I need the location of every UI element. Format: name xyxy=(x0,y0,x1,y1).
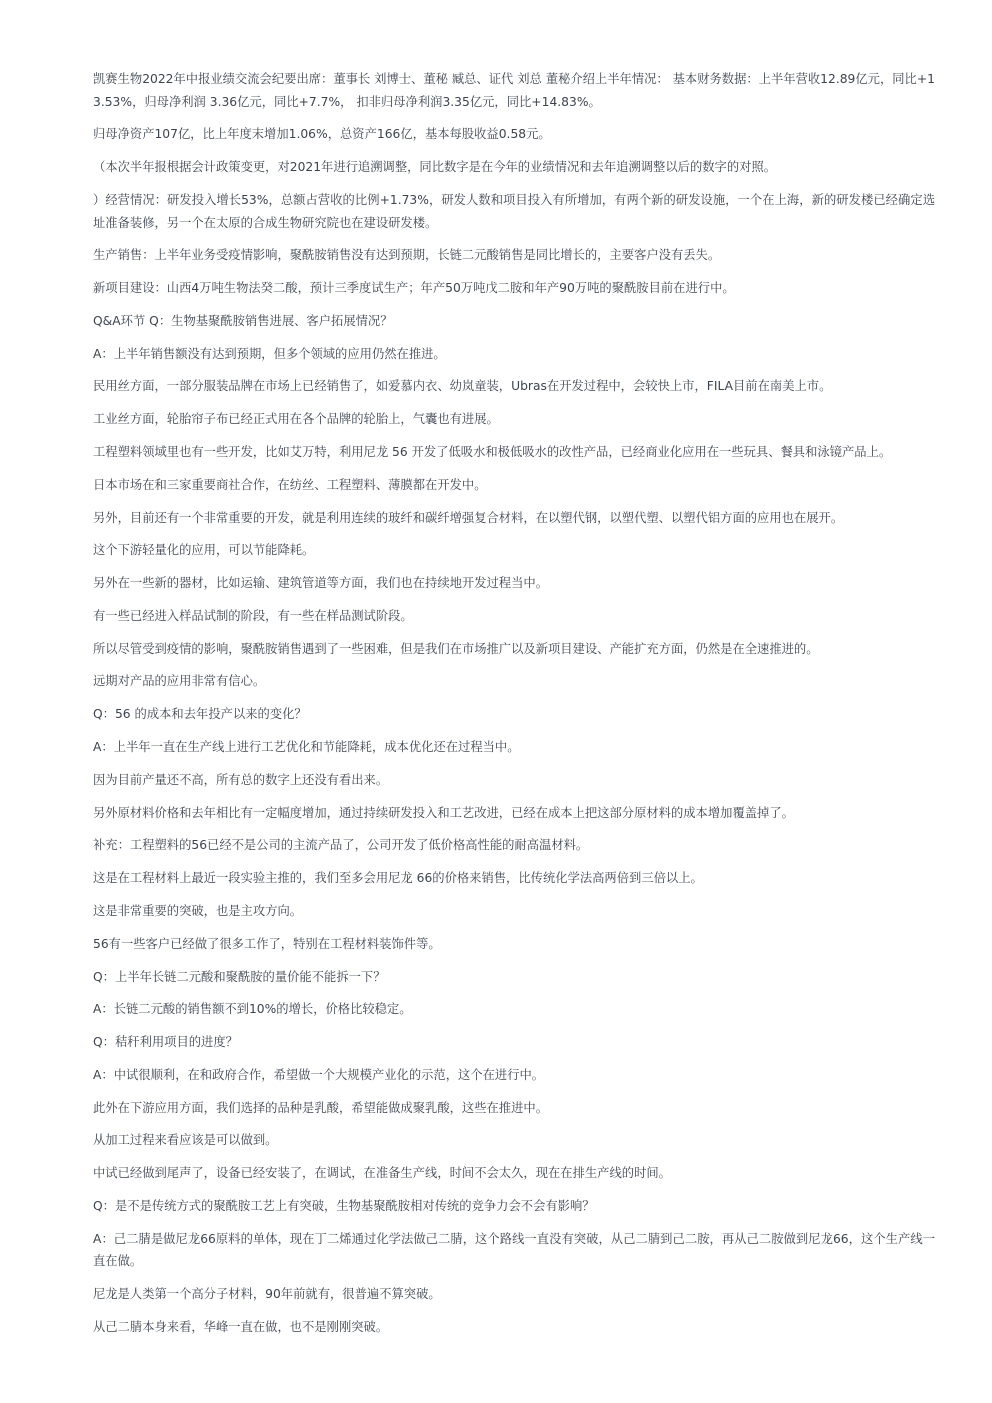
paragraph: 另外在一些新的器材，比如运输、建筑管道等方面，我们也在持续地开发过程当中。 xyxy=(93,576,548,591)
paragraph: 这是在工程材料上最近一段实验主推的，我们至多会用尼龙 66的价格来销售，比传统化学法高两倍到三倍以上。 xyxy=(93,871,703,886)
paragraph: 日本市场在和三家重要商社合作，在纺丝、工程塑料、薄膜都在开发中。 xyxy=(93,477,487,492)
paragraph: 凯赛生物2022年中报业绩交流会纪要出席：董事长 刘博士、董秘 臧总、证代 刘总 董秘介绍上半年情况： 基本财务数据：上半年营收12.89亿元，同比+13.53%，归母净利润 3.36亿元，同比+7.7%， 扣非归母净利润3.35亿元，同比+14.83%。 xyxy=(93,72,935,109)
paragraph: A：己二腈是做尼龙66原料的单体，现在丁二烯通过化学法做己二腈，这个路线一直没有突破，从己二腈到己二胺，再从己二胺做到尼龙66，这个生产线一直在做。 xyxy=(93,1231,935,1269)
paragraph: （本次半年报根据会计政策变更，对2021年进行追溯调整，同比数字是在今年的业绩情况和去年追溯调整以后的数字的对照。 xyxy=(93,160,777,175)
paragraph: Q：是不是传统方式的聚酰胺工艺上有突破，生物基聚酰胺相对传统的竞争力会不会有影响？ xyxy=(93,1198,595,1213)
paragraph: ）经营情况：研发投入增长53%，总额占营收的比例+1.73%，研发人数和项目投入有所增加，有两个新的研发设施，一个在上海，新的研发楼已经确定选址准备装修，另一个在太原的合成生物研究院也在建设研发楼。 xyxy=(93,192,935,230)
paragraph: 这是非常重要的突破，也是主攻方向。 xyxy=(93,903,303,918)
paragraph: Q&A环节 Q：生物基聚酰胺销售进展、客户拓展情况？ xyxy=(93,313,393,328)
paragraph: 民用丝方面，一部分服装品牌在市场上已经销售了，如爱慕内衣、幼岚童装，Ubras在开发过程中，会较快上市，FILA目前在南美上市。 xyxy=(93,379,832,394)
paragraph: Q：56 的成本和去年投产以来的变化？ xyxy=(93,707,307,722)
paragraph: 尼龙是人类第一个高分子材料，90年前就有，很普遍不算突破。 xyxy=(93,1287,441,1302)
paragraph: 从己二腈本身来看，华峰一直在做，也不是刚刚突破。 xyxy=(93,1319,389,1334)
paragraph: 生产销售：上半年业务受疫情影响，聚酰胺销售没有达到预期，长链二元酸销售是同比增长的，主要客户没有丢失。 xyxy=(93,248,721,263)
paragraph: 远期对产品的应用非常有信心。 xyxy=(93,674,266,689)
paragraph: 因为目前产量还不高，所有总的数字上还没有看出来。 xyxy=(93,772,389,787)
paragraph: 56有一些客户已经做了很多工作了，特别在工程材料装饰件等。 xyxy=(93,936,441,951)
paragraph: 有一些已经进入样品试制的阶段，有一些在样品测试阶段。 xyxy=(93,608,413,623)
paragraph: 从加工过程来看应该是可以做到。 xyxy=(93,1133,278,1148)
paragraph: A：长链二元酸的销售额不到10%的增长，价格比较稳定。 xyxy=(93,1002,412,1017)
paragraph: Q：上半年长链二元酸和聚酰胺的量价能不能拆一下？ xyxy=(93,969,386,984)
paragraph: 补充：工程塑料的56已经不是公司的主流产品了，公司开发了低价格高性能的耐高温材料。 xyxy=(93,838,589,853)
paragraph: 另外，目前还有一个非常重要的开发，就是利用连续的玻纤和碳纤增强复合材料，在以塑代钢，以塑代塑、以塑代铝方面的应用也在展开。 xyxy=(93,510,844,525)
paragraph: 另外原材料价格和去年相比有一定幅度增加，通过持续研发投入和工艺改进，已经在成本上把这部分原材料的成本增加覆盖掉了。 xyxy=(93,805,794,820)
paragraph: 中试已经做到尾声了，设备已经安装了，在调试，在准备生产线，时间不会太久，现在在排生产线的时间。 xyxy=(93,1166,671,1181)
paragraph: Q：秸秆利用项目的进度？ xyxy=(93,1035,238,1050)
document-page xyxy=(93,68,935,1349)
paragraph: 所以尽管受到疫情的影响，聚酰胺销售遇到了一些困难，但是我们在市场推广以及新项目建设、产能扩充方面，仍然是在全速推进的。 xyxy=(93,641,819,656)
paragraph: 此外在下游应用方面，我们选择的品种是乳酸，希望能做成聚乳酸，这些在推进中。 xyxy=(93,1100,548,1115)
paragraph: 新项目建设：山西4万吨生物法癸二酸，预计三季度试生产；年产50万吨戊二胺和年产90万吨的聚酰胺目前在进行中。 xyxy=(93,281,735,296)
paragraph: A：上半年一直在生产线上进行工艺优化和节能降耗，成本优化还在过程当中。 xyxy=(93,740,520,755)
paragraph: A：中试很顺利，在和政府合作，希望做一个大规模产业化的示范，这个在进行中。 xyxy=(93,1067,545,1082)
paragraph: 这个下游轻量化的应用，可以节能降耗。 xyxy=(93,543,315,558)
paragraph: 工程塑料领域里也有一些开发，比如艾万特，利用尼龙 56 开发了低吸水和极低吸水的改性产品，已经商业化应用在一些玩具、餐具和泳镜产品上。 xyxy=(93,445,892,459)
paragraph: 归母净资产107亿，比上年度末增加1.06%，总资产166亿，基本每股收益0.58元。 xyxy=(93,127,551,142)
paragraph: 工业丝方面，轮胎帘子布已经正式用在各个品牌的轮胎上，气囊也有进展。 xyxy=(93,412,499,427)
paragraph: A：上半年销售额没有达到预期，但多个领域的应用仍然在推进。 xyxy=(93,346,446,361)
